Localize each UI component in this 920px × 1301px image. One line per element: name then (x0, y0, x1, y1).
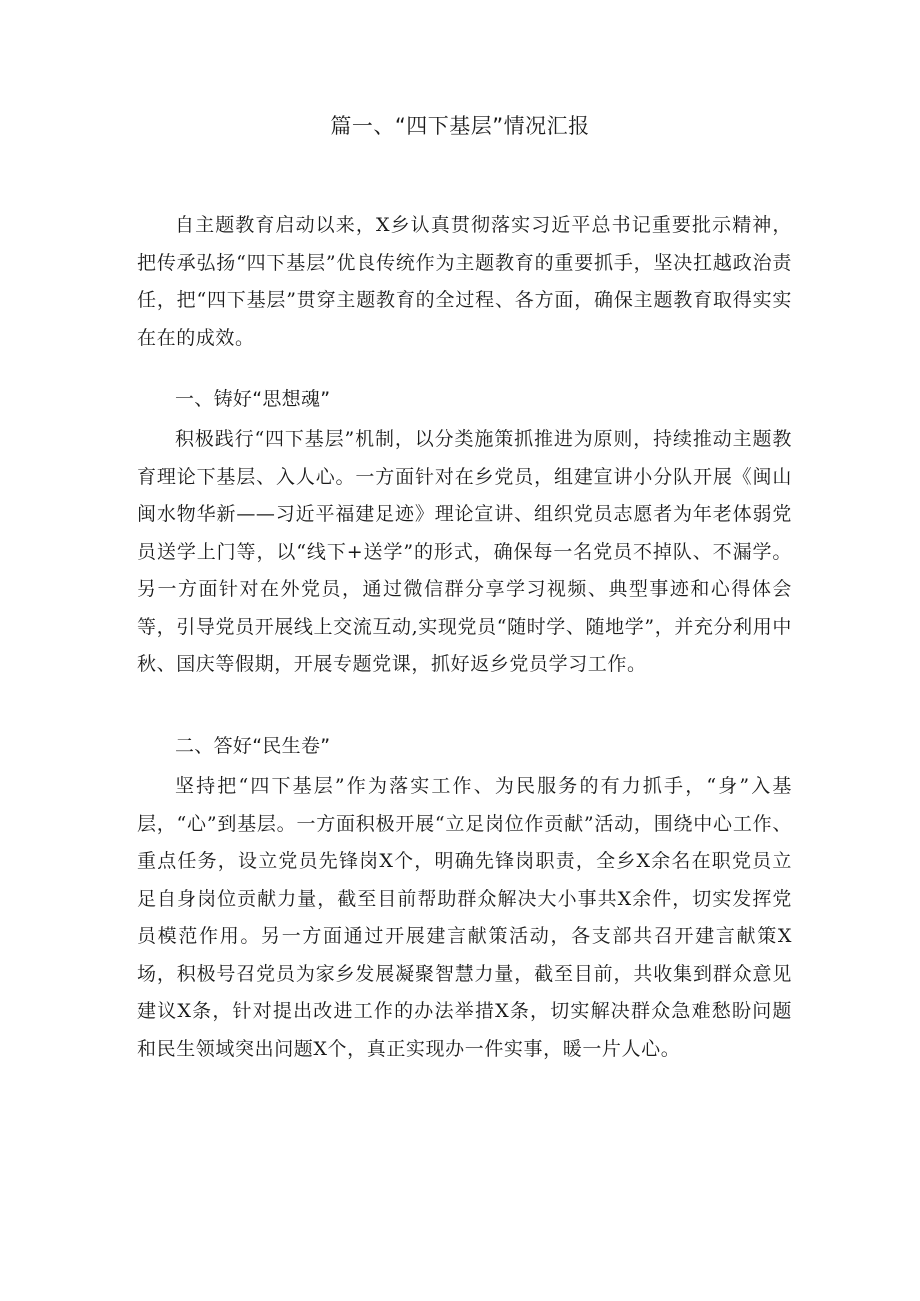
section-paragraph-2: 坚持把“四下基层”作为落实工作、为民服务的有力抓手，“身”入基层，“心”到基层。一方面积极开展“立足岗位作贡献”活动，围绕中心工作、重点任务，设立党员先锋岗X个，明确先锋岗职责，全乡X余名在职党员立足自身岗位贡献力量，截至目前帮助群众解决大小事共X余件，切实发挥党员模范作用。另一方面通过开展建言献策活动，各支部共召开建言献策X场，积极号召党员为家乡发展凝聚智慧力量，截至目前，共收集到群众意见建议X条，针对提出改进工作的办法举措X条，切实解决群众急难愁盼问题和民生领域突出问题X个，真正实现办一件实事，暖一片人心。 (137, 775, 792, 1060)
intro-paragraph: 自主题教育启动以来，X乡认真贯彻落实习近平总书记重要批示精神，把传承弘扬“四下基层”优良传统作为主题教育的重要抓手，坚决扛越政治责任，把“四下基层”贯穿主题教育的全过程、各方面，确保主题教育取得实实在在的成效。 (137, 214, 792, 349)
section-paragraph-1: 积极践行“四下基层”机制，以分类施策抓推进为原则，持续推动主题教育理论下基层、入人心。一方面针对在乡党员，组建宣讲小分队开展《闽山闽水物华新——习近平福建足迹》理论宣讲、组织党员志愿者为年老体弱党员送学上门等，以“线下+送学”的形式，确保每一名党员不掉队、不漏学。另一方面针对在外党员，通过微信群分享学习视频、典型事迹和心得体会等，引导党员开展线上交流互动,实现党员“随时学、随地学”，并充分利用中秋、国庆等假期，开展专题党课，抓好返乡党员学习工作。 (137, 428, 792, 675)
section-heading-1: 一、铸好“思想魂” (175, 388, 331, 410)
section-heading-2: 二、答好“民生卷” (175, 735, 331, 757)
document-title: 篇一、“四下基层”情况汇报 (330, 114, 590, 138)
